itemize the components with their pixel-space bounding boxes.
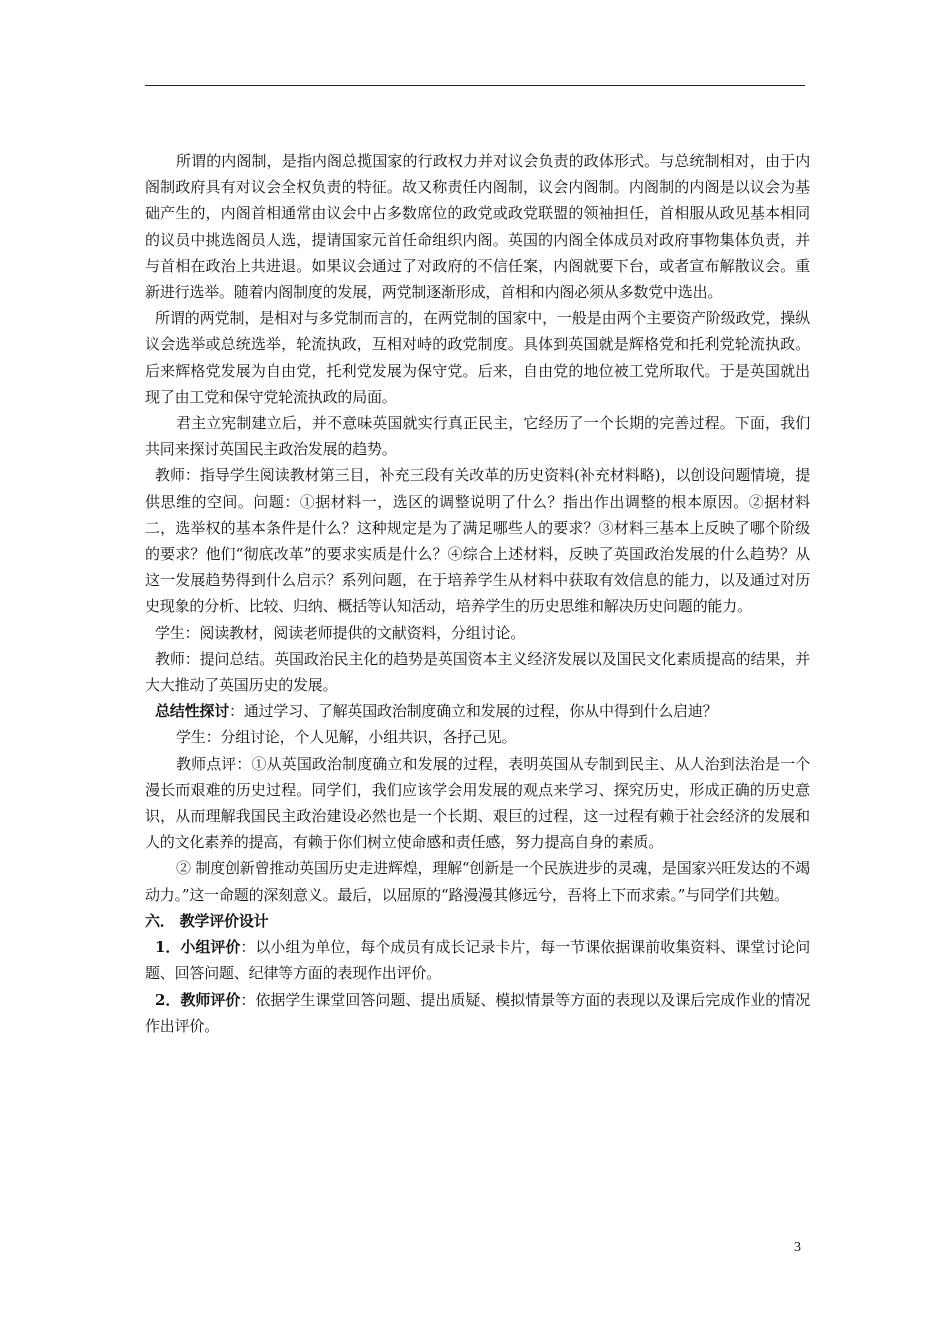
- document-body: [145, 148, 810, 1039]
- paragraph-cabinet-system: 所谓的内阁制，是指内阁总揽国家的行政权力并对议会负责的政体形式。与总统制相对，由于内阁制政府具有对议会全权负责的特征。故又称责任内阁制，议会内阁制。内阁制的内阁是以议会为基础产生的，内阁首相通常由议会中占多数席位的政党或政党联盟的领袖担任，首相服从政见基本相同的议员中挑选阁员人选，提请国家元首任命组织内阁。英国的内阁全体成员对政府事物集体负责，并与首相在政治上共进退。如果议会通过了对政府的不信任案，内阁就要下台，或者宣布解散议会。重新进行选举。随着内阁制度的发展，两党制逐渐形成，首相和内阁必须从多数党中选出。: [145, 152, 810, 302]
- paragraph-teacher-summary: 教师：提问总结。英国政治民主化的趋势是英国资本主义经济发展以及国民文化素质提高的结果，并大大推动了英国历史的发展。: [145, 649, 810, 695]
- summary-label: 总结性探讨: [155, 702, 230, 721]
- paragraph-innovation: ② 制度创新曾推动英国历史走进辉煌，理解“创新是一个民族进步的灵魂，是国家兴旺发达的不竭动力。”这一命题的深刻意义。最后，以屈原的“路漫漫其修远兮，吾将上下而求索。”与同学们共勉。: [145, 859, 810, 904]
- paragraph-group-evaluation: [145, 934, 810, 986]
- summary-text: ：通过学习、了解英国政治制度确立和发展的过程，你从中得到什么启迪？: [229, 702, 718, 721]
- paragraph-teacher-comment: 教师点评：①从英国政治制度确立和发展的过程，表明英国从专制到民主、从人治到法治是一个漫长而艰难的历史过程。同学们，我们应该学会用发展的观点来学习、探究历史，形成正确的历史意识，从而理解我国民主政治建设必然也是一个长期、艰巨的过程，这一过程有赖于社会经济的发展和人的文化素养的提高，有赖于你们树立使命感和责任感，努力提高自身的素质。: [145, 754, 810, 852]
- paragraph-constitutional-monarchy: 君主立宪制建立后，并不意味英国就实行真正民主，它经历了一个长期的完善过程。下面，我们共同来探讨英国民主政治发展的趋势。: [145, 414, 810, 459]
- section-heading: 六． 教学评价设计: [145, 911, 269, 930]
- paragraph-two-party-system: 所谓的两党制，是相对与多党制而言的，在两党制的国家中，一般是由两个主要资产阶级政党，操纵议会选举或总统选举，轮流执政，互相对峙的政党制度。具体到英国就是辉格党和托利党轮流执政。后来辉格党发展为自由党，托利党发展为保守党。后来，自由党的地位被工党所取代。于是英国就出现了由工党和保守党轮流执政的局面。: [145, 309, 810, 406]
- group-evaluation-label: 1．小组评价: [155, 938, 241, 957]
- paragraph-teacher-guidance: 教师：指导学生阅读教材第三目，补充三段有关改革的历史资料(补充材料略)，以创设问题情境，提供思维的空间。问题：①据材料一，选区的调整说明了什么？指出作出调整的根本原因。②据材料二，选举权的基本条件是什么？这种规定是为了满足哪些人的要求？③材料三基本上反映了哪个阶级的要求？他们“彻底改革”的要求实质是什么？④综合上述材料，反映了英国政治发展的什么趋势？从这一发展趋势得到什么启示？系列问题，在于培养学生从材料中获取有效信息的能力，以及通过对历史现象的分析、比较、归纳、概括等认知活动，培养学生的历史思维和解决历史问题的能力。: [145, 466, 810, 616]
- group-evaluation-text: ：以小组为单位，每个成员有成长记录卡片，每一节课依据课前收集资料、课堂讨论问题、回答问题、纪律等方面的表现作出评价。: [145, 938, 810, 983]
- paragraph-teacher-evaluation: [145, 987, 810, 1039]
- paragraph-student-reading: 学生：阅读教材，阅读老师提供的文献资料，分组讨论。: [155, 623, 526, 642]
- paragraph-student-discussion: 学生：分组讨论，个人见解，小组共识，各抒己见。: [176, 728, 517, 747]
- teacher-evaluation-label: 2．教师评价: [155, 990, 241, 1009]
- page-number: 3: [794, 1240, 801, 1255]
- teacher-evaluation-text: ：依据学生课堂回答问题、提出质疑、模拟情景等方面的表现以及课后完成作业的情况作出评价。: [145, 990, 810, 1035]
- paragraph-summary-discussion: [145, 698, 810, 724]
- header-rule: [145, 85, 805, 86]
